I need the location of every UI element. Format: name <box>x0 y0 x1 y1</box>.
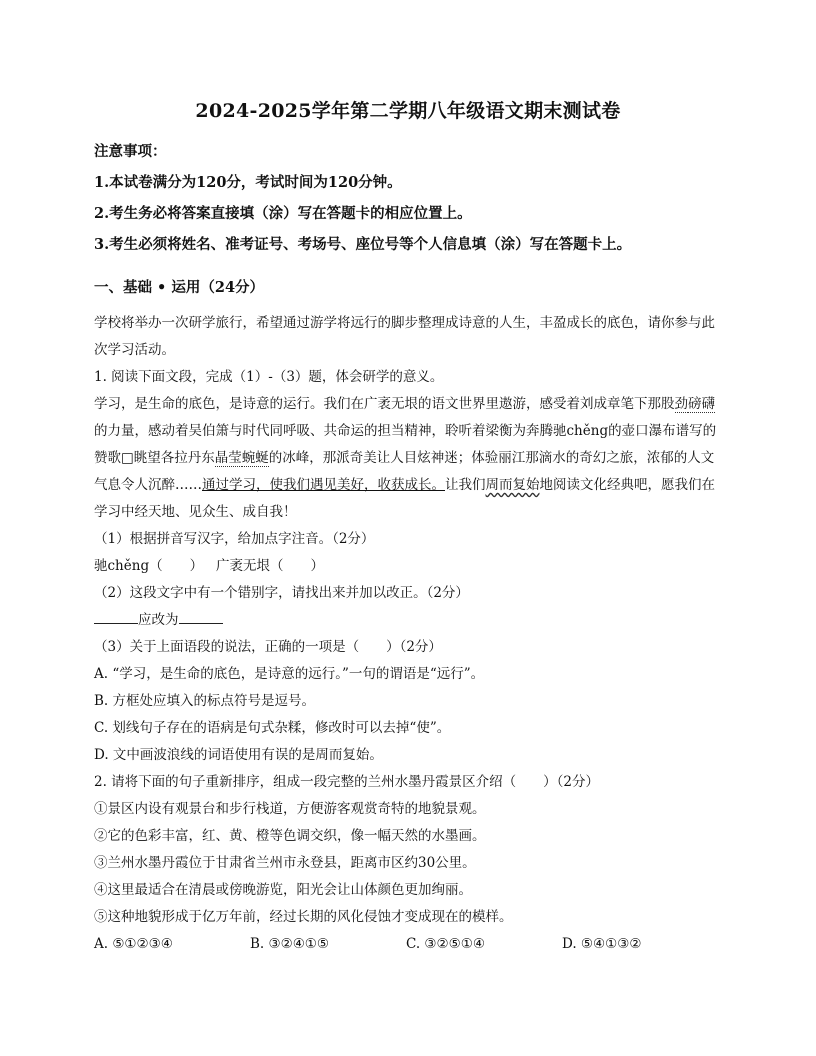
q2-sentence-5: ⑤这种地貌形成于亿万年前，经过长期的风化侵蚀才变成现在的模样。 <box>94 909 513 925</box>
sub2-blank-1[interactable] <box>94 609 138 624</box>
sub1-answer-a[interactable]: 驰chěng（ ） <box>94 558 204 574</box>
passage-part-1: 学习，是生命的底色，是诗意的运行。我们在广袤无垠的语文世界里遨游，感受着刘成章笔下那股 <box>94 396 675 412</box>
section-intro: 学校将举办一次研学旅行，希望通过游学将远行的脚步整理成诗意的人生，丰盈成长的底色，请你参与此次学习活动。 <box>94 315 715 358</box>
sub2-blank-2[interactable] <box>179 609 223 624</box>
q2-choice-a[interactable]: A. ⑤①②③④ <box>94 936 173 952</box>
q1-option-b: B. 方框处应填入的标点符号是逗号。 <box>94 693 316 709</box>
passage-wavy-word: 周而复始 <box>485 477 540 493</box>
q2-choice-c[interactable]: C. ③②⑤①④ <box>406 936 485 952</box>
section-1-content <box>94 310 724 958</box>
sub2-change-label: 应改为 <box>138 612 179 628</box>
notice-item-3: 3.考生必须将姓名、准考证号、考场号、座位号等个人信息填（涂）写在答题卡上。 <box>94 236 632 253</box>
passage-underlined-sentence: 通过学习，使我们遇见美好，收获成长。 <box>202 477 445 493</box>
exam-title: 2024-2025学年第二学期八年级语文期末测试卷 <box>195 100 621 122</box>
q1-sub2: （2）这段文字中有一个错别字，请找出来并加以改正。（2分） <box>94 585 469 601</box>
q1-sub2-answer <box>94 607 724 634</box>
q2-sentence-4: ④这里最适合在清晨或傍晚游览，阳光会让山体颜色更加绚丽。 <box>94 882 472 898</box>
notice-item-1: 1.本试卷满分为120分，考试时间为120分钟。 <box>94 174 402 191</box>
q2-sentence-3: ③兰州水墨丹霞位于甘肃省兰州市永登县，距离市区约30公里。 <box>94 855 476 871</box>
notice-item-2: 2.考生务必将答案直接填（涂）写在答题卡的相应位置上。 <box>94 205 472 222</box>
q2-stem: 2. 请将下面的句子重新排序，组成一段完整的兰州水墨丹霞景区介绍（ ）（2分） <box>94 774 600 790</box>
passage-part-4: 的力量，感动着吴伯箫与时代同呼吸、共命运的担当精神，聆听着梁衡为奔腾驰chěng的壶口瀑布谱写的赞歌□眺望各拉丹东 <box>94 423 717 466</box>
q1-passage <box>94 391 724 526</box>
q1-sub1: （1）根据拼音写汉字，给加点字注音。（2分） <box>94 531 375 547</box>
q1-stem: 1. 阅读下面文段，完成（1）-（3）题，体会研学的意义。 <box>94 369 444 385</box>
q1-sub1-answers <box>94 553 724 580</box>
passage-dotted-word: 磅礴 <box>688 396 715 412</box>
q2-choice-b[interactable]: B. ③②④①⑤ <box>250 936 330 952</box>
q1-option-c: C. 划线句子存在的语病是句式杂糅，修改时可以去掉“使”。 <box>94 720 451 736</box>
q1-option-a: A. “学习，是生命的底色，是诗意的远行。”一句的谓语是“远行”。 <box>94 666 485 682</box>
passage-dotted-word-2: 晶莹 <box>214 450 242 466</box>
q2-choices <box>94 931 724 958</box>
passage-part-7: 的冰峰，那派奇美让人目炫神迷；体验丽江那滴水的奇幻之旅，浓郁的人文气息令人沉醉…… <box>94 450 715 493</box>
sub1-answer-b[interactable]: 广袤无垠（ ） <box>215 558 324 574</box>
q1-sub3: （3）关于上面语段的说法，正确的一项是（ ）（2分） <box>94 639 442 655</box>
q2-sentence-2: ②它的色彩丰富，红、黄、橙等色调交织，像一幅天然的水墨画。 <box>94 828 486 844</box>
q2-choice-d[interactable]: D. ⑤④①③② <box>562 936 642 952</box>
passage-part-9: 让我们 <box>445 477 486 493</box>
q2-sentence-1: ①景区内设有观景台和步行栈道，方便游客观赏奇特的地貌景观。 <box>94 801 486 817</box>
passage-dotted-char: 劲 <box>674 396 688 412</box>
notice-heading: 注意事项： <box>94 143 167 160</box>
passage-dotted-word-3: 蜿蜒 <box>241 450 269 466</box>
q1-option-d: D. 文中画波浪线的词语使用有误的是周而复始。 <box>94 747 383 763</box>
notice-block <box>94 136 734 260</box>
passage-part-11: 地阅读文化经典吧，愿我们在学习中经天地、见众生、成自我！ <box>94 477 715 520</box>
section-1-title: 一、基础 • 运用（24分） <box>94 279 265 296</box>
